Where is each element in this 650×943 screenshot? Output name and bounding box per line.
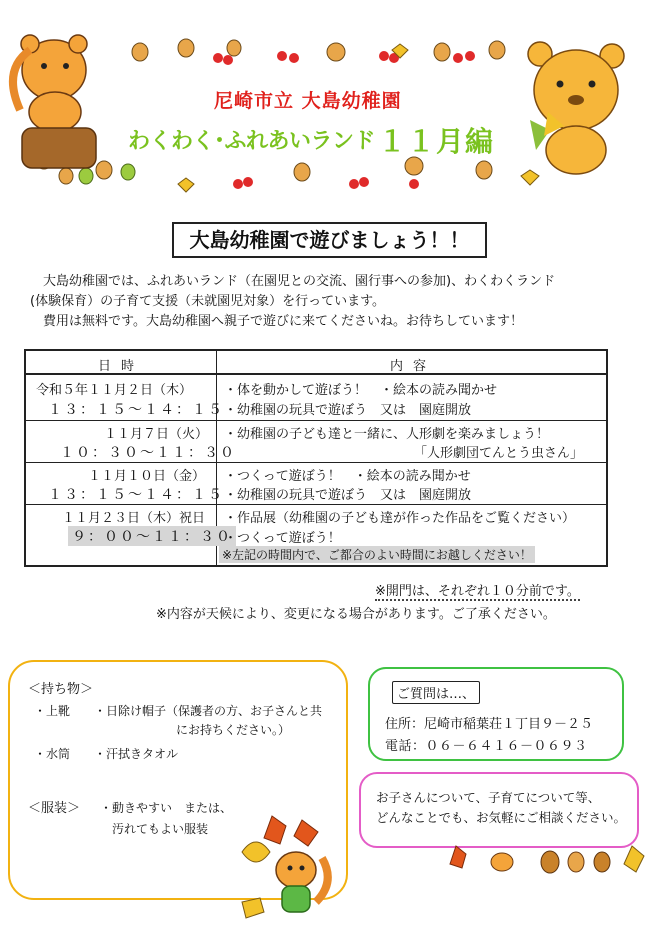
acorn-leaf-border: [436, 836, 650, 884]
school-name: 尼崎市立 大島幼稚園: [214, 90, 402, 112]
intro-line: (体験保育）の子育て支援（未就園児対象）を行っています。: [30, 294, 386, 309]
table-row: [26, 421, 606, 463]
row-date: 令和５年１１月２日（木）: [36, 383, 193, 398]
table-row: [26, 377, 606, 421]
gate-open-notice: ※開門は、それぞれ１０分前です。: [375, 580, 580, 601]
row-content: ・幼稚園の子ども達と一緒に、人形劇を楽みましょう！: [224, 427, 550, 442]
headline: 大島幼稚園で遊びましょう！！: [172, 222, 487, 258]
bear-illustration: [528, 42, 624, 174]
belongings-title: ＜持ち物＞: [28, 682, 94, 697]
consult-line: お子さんについて、子育てについて等、: [376, 790, 601, 805]
belongings-item: ・上靴: [34, 704, 71, 718]
squirrel-illustration: [13, 35, 96, 168]
intro-text: [30, 272, 630, 332]
clothes-item: 汚れてもよい服装: [112, 822, 209, 836]
row-content: 「人形劇団てんとう虫さん」: [414, 446, 584, 461]
row-content: ・幼稚園の玩具で遊ぼう 又は 園庭開放: [224, 488, 472, 503]
edition-label: １１月編: [378, 125, 495, 158]
row-content: ・幼稚園の玩具で遊ぼう 又は 園庭開放: [224, 403, 472, 418]
row-content: ・体を動かして遊ぼう！ ・絵本の読み聞かせ: [224, 383, 498, 398]
belongings-item: ・汗拭きタオル: [94, 747, 179, 761]
squirrel-leaves-illustration: [232, 812, 342, 927]
time-note: ※左記の時間内で、ご都合のよい時間にお越しください！: [219, 546, 535, 563]
table-row: [26, 505, 606, 565]
schedule-table: [24, 349, 608, 567]
row-content: ・つくって遊ぼう！: [224, 531, 341, 546]
table-row: [26, 463, 606, 505]
belongings-item: ・水筒: [34, 747, 71, 761]
row-date: １１月１０日（金）: [88, 469, 206, 484]
consult-line: どんなことでも、お気軽にご相談ください。: [376, 810, 627, 825]
column-date: 日時: [98, 359, 145, 374]
intro-line: 費用は無料です。大島幼稚園へ親子で遊びに来てくださいね。お待ちしています！: [43, 314, 523, 329]
intro-line: 大島幼稚園では、ふれあいランド（在園児との交流、園行事への参加)、わくわくランド: [43, 274, 556, 289]
row-content: ・作品展（幼稚園の子ども達が作った作品をご覧ください）: [224, 511, 576, 526]
row-content: ・つくって遊ぼう！ ・絵本の読み聞かせ: [224, 469, 471, 484]
contact-address: 住所：尼崎市稲葉荘１丁目９－２５: [385, 717, 594, 732]
table-header: [26, 351, 606, 375]
clothes-title: ＜服装＞: [28, 801, 81, 816]
weather-notice: ※内容が天候により、変更になる場合があります。ご了承ください。: [156, 607, 556, 622]
belongings-item: にお持ちください。）: [176, 723, 291, 737]
row-time: １０：３０～１１：３０: [60, 445, 236, 461]
row-time: １３：１５～１４：１５: [48, 402, 224, 418]
contact-phone: 電話：０６－６４１６－０６９３: [385, 739, 588, 754]
belongings-item: ・日除け帽子（保護者の方、お子さんと共: [94, 704, 323, 718]
header-banner: [0, 0, 650, 205]
program-name: わくわく･ふれあいランド: [128, 129, 376, 154]
row-time: ９：００～１１：３０: [68, 526, 236, 546]
contact-label: ご質問は…、: [392, 681, 480, 704]
row-date: １１月２３日（木）祝日: [62, 511, 206, 526]
row-date: １１月７日（火）: [104, 427, 209, 442]
row-time: １３：１５～１４：１５: [48, 487, 224, 503]
clothes-item: ・動きやすい または、: [100, 801, 233, 815]
column-content: 内容: [390, 359, 437, 374]
